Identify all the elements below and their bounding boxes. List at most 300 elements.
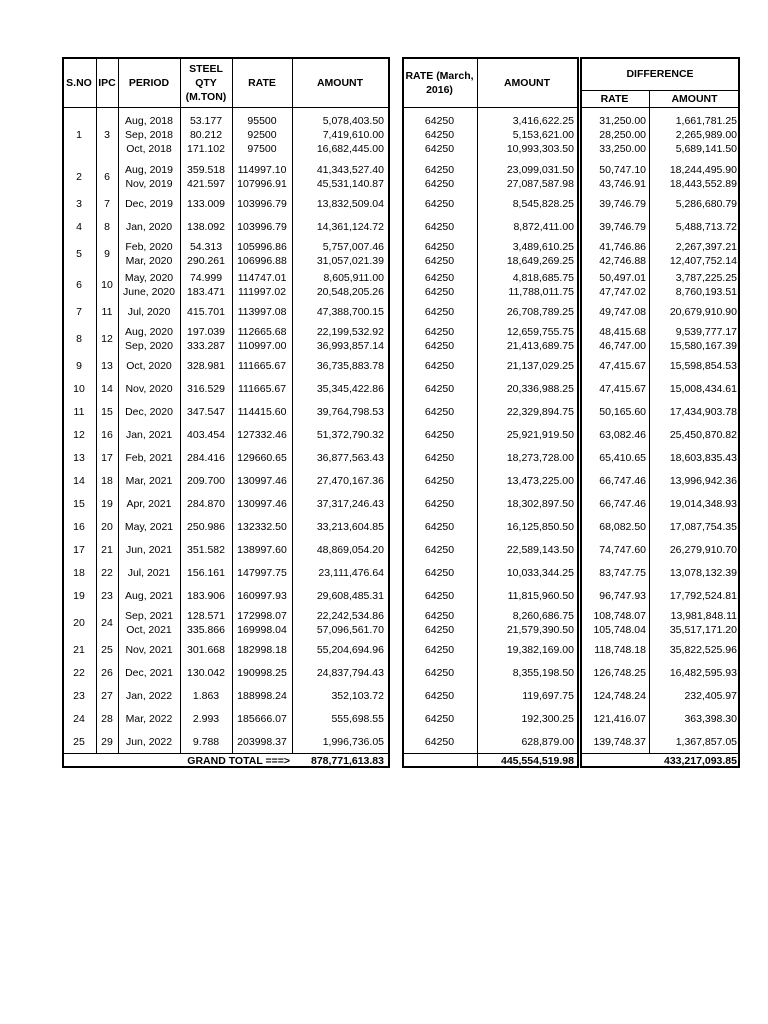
cell-amount-2016-value: 5,153,621.00 <box>512 128 574 141</box>
cell-diff-rate-value: 47,415.67 <box>599 382 646 395</box>
ipc-value: 7 <box>104 197 110 210</box>
cell-rate-value: 114997.10 <box>237 163 287 176</box>
cell-diff-amount-value: 18,603,835.43 <box>669 451 737 464</box>
grand-total-amount-value: 878,771,613.83 <box>311 754 384 767</box>
cell-amount-2016 <box>477 638 574 661</box>
cell-amount-value: 1,996,736.05 <box>322 735 384 748</box>
cell-rate-2016-value: 64250 <box>424 543 455 556</box>
cell-diff-amount-value: 16,482,595.93 <box>669 666 737 679</box>
cell-diff-amount-value: 232,405.97 <box>684 689 737 702</box>
cell-rate-2016-value: 64250 <box>424 405 455 418</box>
cell-rate-value: 130997.46 <box>237 474 287 487</box>
cell-period-value: Sep, 2021 <box>125 609 173 622</box>
cell-steel-qty-value: 80.212 <box>189 128 223 141</box>
cell-rate-2016-value: 64250 <box>424 339 455 352</box>
header-sno <box>62 57 96 108</box>
grand-total-label-text: GRAND TOTAL ===> <box>187 754 290 767</box>
sno-value: 8 <box>76 332 82 345</box>
cell-rate-2016 <box>402 354 477 377</box>
cell-amount <box>292 161 384 192</box>
cell-diff-rate <box>580 446 646 469</box>
cell-sno <box>62 492 96 515</box>
cell-diff-rate <box>580 638 646 661</box>
cell-period-value: Dec, 2021 <box>125 666 173 679</box>
cell-amount <box>292 377 384 400</box>
cell-diff-rate <box>580 469 646 492</box>
block2-total-rule <box>402 753 579 754</box>
cell-rate-value: 103996.79 <box>237 197 287 210</box>
cell-diff-rate-value: 39,746.79 <box>599 220 646 233</box>
cell-amount <box>292 238 384 269</box>
cell-diff-rate-value: 31,250.00 <box>599 114 646 127</box>
cell-rate-2016-value: 64250 <box>424 589 455 602</box>
cell-amount-2016 <box>477 192 574 215</box>
cell-period <box>118 661 180 684</box>
block3-bottom-border <box>580 766 740 768</box>
sno-value: 21 <box>73 643 85 656</box>
cell-rate-2016 <box>402 192 477 215</box>
cell-amount-value: 14,361,124.72 <box>316 220 384 233</box>
cell-rate-2016-value: 64250 <box>424 240 455 253</box>
cell-period-value: June, 2020 <box>123 285 175 298</box>
cell-amount-value: 39,764,798.53 <box>316 405 384 418</box>
cell-period <box>118 354 180 377</box>
cell-amount <box>292 638 384 661</box>
cell-rate <box>232 707 292 730</box>
cell-steel-qty <box>180 400 232 423</box>
cell-diff-amount <box>649 108 737 161</box>
cell-steel-qty <box>180 238 232 269</box>
ipc-value: 22 <box>101 566 113 579</box>
cell-steel-qty <box>180 707 232 730</box>
cell-diff-rate <box>580 269 646 300</box>
cell-diff-amount-value: 13,996,942.36 <box>669 474 737 487</box>
cell-amount <box>292 684 384 707</box>
cell-diff-rate <box>580 354 646 377</box>
cell-amount-2016 <box>477 584 574 607</box>
cell-diff-rate-value: 124,748.24 <box>593 689 646 702</box>
cell-diff-rate-value: 33,250.00 <box>599 142 646 155</box>
cell-steel-qty-value: 403.454 <box>187 428 225 441</box>
cell-amount-value: 33,213,604.85 <box>316 520 384 533</box>
cell-diff-amount-value: 5,488,713.72 <box>675 220 737 233</box>
cell-diff-amount-value: 17,792,524.81 <box>669 589 737 602</box>
cell-sno <box>62 377 96 400</box>
difference-header-rule <box>580 90 740 91</box>
cell-rate-value: 138997.60 <box>237 543 287 556</box>
cell-steel-qty-value: 335.866 <box>187 623 225 636</box>
cell-amount-value: 35,345,422.86 <box>316 382 384 395</box>
ipc-value: 26 <box>101 666 113 679</box>
cell-rate-value: 111665.67 <box>237 359 287 372</box>
cell-rate-value: 190998.25 <box>237 666 287 679</box>
ipc-value: 15 <box>101 405 113 418</box>
cell-diff-rate <box>580 684 646 707</box>
cell-ipc <box>96 238 118 269</box>
ipc-value: 25 <box>101 643 113 656</box>
cell-amount-2016-value: 20,336,988.25 <box>506 382 574 395</box>
cell-rate-2016-value: 64250 <box>424 128 455 141</box>
cell-rate-2016 <box>402 584 477 607</box>
cell-steel-qty-value: 138.092 <box>187 220 225 233</box>
cell-amount <box>292 192 384 215</box>
sno-value: 17 <box>73 543 85 556</box>
cell-rate-2016 <box>402 607 477 638</box>
cell-rate-2016 <box>402 400 477 423</box>
cell-period-value: Jul, 2020 <box>127 305 171 318</box>
cell-amount-value: 555,698.55 <box>331 712 384 725</box>
cell-diff-amount <box>649 161 737 192</box>
cell-steel-qty <box>180 300 232 323</box>
cell-amount-2016-value: 13,473,225.00 <box>506 474 574 487</box>
cell-amount <box>292 215 384 238</box>
ipc-value: 23 <box>101 589 113 602</box>
sno-value: 23 <box>73 689 85 702</box>
cell-amount <box>292 323 384 354</box>
cell-amount-2016-value: 23,099,031.50 <box>506 163 574 176</box>
header-steel-qty-label: STEEL QTY (M.TON) <box>185 62 227 103</box>
cell-amount-2016-value: 18,302,897.50 <box>506 497 574 510</box>
cell-amount-2016-value: 21,579,390.50 <box>506 623 574 636</box>
cell-amount-value: 16,682,445.00 <box>316 142 384 155</box>
cell-period <box>118 538 180 561</box>
cell-diff-rate <box>580 730 646 753</box>
cell-rate-value: 182998.18 <box>237 643 287 656</box>
block3-left-border <box>580 57 582 768</box>
header-sno-label: S.NO <box>66 76 92 89</box>
cell-diff-amount <box>649 300 737 323</box>
cell-diff-amount <box>649 584 737 607</box>
column-divider <box>180 57 181 753</box>
cell-diff-amount <box>649 730 737 753</box>
cell-period-value: Jan, 2020 <box>125 220 173 233</box>
cell-diff-amount-value: 19,014,348.93 <box>669 497 737 510</box>
cell-period <box>118 377 180 400</box>
grand-total-amount-2016-value: 445,554,519.98 <box>501 754 574 767</box>
cell-sno <box>62 400 96 423</box>
cell-rate-2016 <box>402 730 477 753</box>
cell-period <box>118 707 180 730</box>
sno-value: 13 <box>73 451 85 464</box>
cell-rate <box>232 161 292 192</box>
cell-amount-2016-value: 22,589,143.50 <box>506 543 574 556</box>
ipc-value: 18 <box>101 474 113 487</box>
cell-rate <box>232 192 292 215</box>
cell-period-value: Oct, 2021 <box>126 623 172 636</box>
cell-diff-rate-value: 66,747.46 <box>599 474 646 487</box>
sno-value: 9 <box>76 359 82 372</box>
block3-total-rule <box>580 753 740 754</box>
cell-rate <box>232 638 292 661</box>
cell-amount-value: 36,735,883.78 <box>316 359 384 372</box>
cell-rate-2016-value: 64250 <box>424 359 455 372</box>
cell-period <box>118 561 180 584</box>
cell-diff-amount <box>649 400 737 423</box>
cell-rate-2016-value: 64250 <box>424 382 455 395</box>
cell-steel-qty-value: 421.597 <box>187 177 225 190</box>
cell-amount-2016-value: 12,659,755.75 <box>506 325 574 338</box>
cell-rate-2016-value: 64250 <box>424 643 455 656</box>
cell-sno <box>62 607 96 638</box>
cell-rate <box>232 400 292 423</box>
cell-steel-qty-value: 301.668 <box>187 643 225 656</box>
cell-period-value: Aug, 2018 <box>125 114 173 127</box>
cell-rate-2016-value: 64250 <box>424 163 455 176</box>
cell-steel-qty-value: 128.571 <box>187 609 225 622</box>
cell-period-value: Sep, 2018 <box>125 128 173 141</box>
sno-value: 19 <box>73 589 85 602</box>
sno-value: 10 <box>73 382 85 395</box>
cell-rate-value: 188998.24 <box>237 689 287 702</box>
cell-period-value: Nov, 2021 <box>125 643 173 656</box>
sno-value: 14 <box>73 474 85 487</box>
cell-amount-2016 <box>477 300 574 323</box>
cell-rate-2016 <box>402 323 477 354</box>
cell-amount-2016 <box>477 469 574 492</box>
cell-rate-value: 129660.65 <box>237 451 287 464</box>
cell-diff-rate <box>580 584 646 607</box>
cell-rate-2016 <box>402 377 477 400</box>
cell-amount-2016-value: 18,273,728.00 <box>506 451 574 464</box>
sno-value: 12 <box>73 428 85 441</box>
header-amount-label: AMOUNT <box>316 76 364 89</box>
cell-rate <box>232 584 292 607</box>
sno-value: 2 <box>76 170 82 183</box>
cell-rate-value: 147997.75 <box>237 566 287 579</box>
cell-diff-amount-value: 13,981,848.11 <box>670 609 737 622</box>
cell-amount-2016-value: 16,125,850.50 <box>506 520 574 533</box>
cell-sno <box>62 269 96 300</box>
cell-rate-value: 172998.07 <box>237 609 287 622</box>
block1-total-rule <box>62 753 390 754</box>
cell-rate-2016 <box>402 515 477 538</box>
cell-steel-qty-value: 54.313 <box>189 240 223 253</box>
header-period-label: PERIOD <box>128 76 170 89</box>
cell-diff-amount-value: 15,580,167.39 <box>669 339 737 352</box>
cell-period <box>118 584 180 607</box>
cell-amount <box>292 354 384 377</box>
cell-sno <box>62 161 96 192</box>
cell-steel-qty <box>180 446 232 469</box>
cell-steel-qty-value: 183.471 <box>187 285 225 298</box>
cell-amount-value: 57,096,561.70 <box>316 623 384 636</box>
block2-header-rule <box>402 107 579 108</box>
ipc-value: 13 <box>101 359 113 372</box>
cell-amount-2016 <box>477 446 574 469</box>
cell-diff-amount-value: 1,661,781.25 <box>675 114 737 127</box>
cell-steel-qty-value: 74.999 <box>189 271 223 284</box>
cell-steel-qty-value: 284.870 <box>187 497 225 510</box>
cell-amount-2016 <box>477 730 574 753</box>
cell-sno <box>62 469 96 492</box>
block1-right-border <box>388 57 390 768</box>
cell-amount <box>292 492 384 515</box>
cell-steel-qty-value: 183.906 <box>187 589 225 602</box>
cell-amount <box>292 584 384 607</box>
cell-diff-amount-value: 17,087,754.35 <box>669 520 737 533</box>
cell-diff-rate-value: 46,747.00 <box>599 339 646 352</box>
cell-diff-amount <box>649 607 737 638</box>
cell-steel-qty-value: 316.529 <box>187 382 225 395</box>
cell-diff-rate-value: 74,747.60 <box>599 543 646 556</box>
cell-period-value: Nov, 2019 <box>125 177 173 190</box>
cell-diff-rate <box>580 661 646 684</box>
cell-period-value: Feb, 2021 <box>125 451 173 464</box>
cell-ipc <box>96 108 118 161</box>
cell-diff-rate-value: 39,746.79 <box>599 197 646 210</box>
cell-rate-2016 <box>402 300 477 323</box>
cell-rate-value: 107996.91 <box>237 177 287 190</box>
cell-rate-value: 203998.37 <box>237 735 287 748</box>
ipc-value: 14 <box>101 382 113 395</box>
cell-diff-amount-value: 9,539,777.17 <box>675 325 737 338</box>
cell-amount-value: 22,199,532.92 <box>316 325 384 338</box>
grand-total-diff-amount-value: 433,217,093.85 <box>664 754 737 767</box>
cell-rate-2016-value: 64250 <box>424 197 455 210</box>
header-ipc <box>96 57 118 108</box>
ipc-value: 21 <box>101 543 113 556</box>
cell-rate-value: 111997.02 <box>237 285 287 298</box>
cell-sno <box>62 730 96 753</box>
cell-amount-2016 <box>477 161 574 192</box>
cell-steel-qty-value: 197.039 <box>187 325 225 338</box>
cell-steel-qty-value: 284.416 <box>187 451 225 464</box>
cell-sno <box>62 446 96 469</box>
cell-diff-amount <box>649 323 737 354</box>
cell-rate <box>232 354 292 377</box>
cell-amount-2016 <box>477 269 574 300</box>
cell-steel-qty-value: 359.518 <box>187 163 225 176</box>
cell-amount-2016 <box>477 607 574 638</box>
cell-period <box>118 684 180 707</box>
cell-rate-2016-value: 64250 <box>424 609 455 622</box>
cell-period <box>118 446 180 469</box>
cell-amount <box>292 661 384 684</box>
cell-rate-2016-value: 64250 <box>424 254 455 267</box>
cell-amount-value: 48,869,054.20 <box>316 543 384 556</box>
cell-rate <box>232 469 292 492</box>
ipc-value: 12 <box>101 332 113 345</box>
cell-rate <box>232 446 292 469</box>
cell-period-value: Sep, 2020 <box>125 339 173 352</box>
cell-diff-amount <box>649 638 737 661</box>
cell-period <box>118 423 180 446</box>
cell-diff-rate-value: 118,748.18 <box>594 643 646 656</box>
cell-sno <box>62 192 96 215</box>
cell-diff-amount-value: 363,398.30 <box>684 712 737 725</box>
ipc-value: 27 <box>101 689 113 702</box>
cell-period-value: Aug, 2019 <box>125 163 173 176</box>
cell-steel-qty <box>180 492 232 515</box>
cell-diff-rate <box>580 515 646 538</box>
cell-amount-2016-value: 21,137,029.25 <box>506 359 574 372</box>
cell-rate-2016 <box>402 238 477 269</box>
cell-rate-2016 <box>402 638 477 661</box>
cell-period-value: Jan, 2022 <box>125 689 173 702</box>
cell-amount-2016 <box>477 707 574 730</box>
cell-rate-2016-value: 64250 <box>424 689 455 702</box>
ipc-value: 6 <box>104 170 110 183</box>
cell-rate-2016-value: 64250 <box>424 666 455 679</box>
cell-rate-value: 127332.46 <box>237 428 287 441</box>
cell-rate-2016-value: 64250 <box>424 497 455 510</box>
cell-amount-value: 47,388,700.15 <box>316 305 384 318</box>
cell-steel-qty-value: 290.261 <box>187 254 225 267</box>
ipc-value: 29 <box>101 735 113 748</box>
cell-period-value: Jul, 2021 <box>127 566 171 579</box>
cell-sno <box>62 300 96 323</box>
header-diff-amount <box>649 91 740 107</box>
cell-diff-rate <box>580 238 646 269</box>
cell-rate-2016 <box>402 269 477 300</box>
sno-value: 24 <box>73 712 85 725</box>
cell-diff-rate-value: 50,165.60 <box>599 405 646 418</box>
cell-period <box>118 323 180 354</box>
cell-diff-amount <box>649 469 737 492</box>
cell-amount <box>292 269 384 300</box>
cell-diff-amount <box>649 377 737 400</box>
cell-period-value: Jun, 2021 <box>125 543 173 556</box>
cell-rate-2016 <box>402 492 477 515</box>
cell-period <box>118 469 180 492</box>
cell-diff-rate <box>580 215 646 238</box>
header-diff-rate <box>580 91 649 107</box>
cell-rate-value: 169998.04 <box>237 623 287 636</box>
cell-amount-2016-value: 19,382,169.00 <box>506 643 574 656</box>
cell-diff-rate-value: 65,410.65 <box>599 451 646 464</box>
cell-diff-amount-value: 26,279,910.70 <box>669 543 737 556</box>
cell-diff-amount <box>649 423 737 446</box>
cell-diff-rate-value: 42,746.88 <box>599 254 646 267</box>
cell-rate-2016-value: 64250 <box>424 712 455 725</box>
sno-value: 18 <box>73 566 85 579</box>
cell-steel-qty <box>180 108 232 161</box>
cell-ipc <box>96 730 118 753</box>
cell-rate-2016-value: 64250 <box>424 566 455 579</box>
cell-diff-rate-value: 49,747.08 <box>599 305 646 318</box>
cell-amount-2016 <box>477 215 574 238</box>
cell-diff-rate-value: 50,497.01 <box>599 271 646 284</box>
cell-amount <box>292 300 384 323</box>
cell-diff-amount <box>649 561 737 584</box>
cell-rate-2016-value: 64250 <box>424 142 455 155</box>
cell-amount-value: 5,757,007.46 <box>322 240 384 253</box>
cell-amount-value: 51,372,790.32 <box>316 428 384 441</box>
block2-right-border <box>577 57 579 768</box>
header-amount-2016-label: AMOUNT <box>503 76 551 89</box>
header-rate-march-2016-label: RATE (March, 2016) <box>405 69 474 96</box>
cell-diff-rate <box>580 707 646 730</box>
cell-amount-2016 <box>477 377 574 400</box>
cell-rate <box>232 323 292 354</box>
cell-rate-value: 92500 <box>247 128 277 141</box>
cell-rate <box>232 561 292 584</box>
cell-period <box>118 638 180 661</box>
column-divider <box>477 57 478 768</box>
cell-diff-amount-value: 17,434,903.78 <box>669 405 737 418</box>
block1-top-border <box>62 57 390 59</box>
cell-period-value: Mar, 2022 <box>125 712 173 725</box>
cell-rate <box>232 269 292 300</box>
cell-amount <box>292 538 384 561</box>
cell-steel-qty <box>180 584 232 607</box>
cell-diff-amount <box>649 446 737 469</box>
cell-period-value: Mar, 2020 <box>125 254 173 267</box>
cell-period-value: Dec, 2020 <box>125 405 173 418</box>
cell-rate-value: 105996.86 <box>237 240 287 253</box>
cell-amount-2016-value: 18,649,269.25 <box>506 254 574 267</box>
cell-rate-2016-value: 64250 <box>424 325 455 338</box>
